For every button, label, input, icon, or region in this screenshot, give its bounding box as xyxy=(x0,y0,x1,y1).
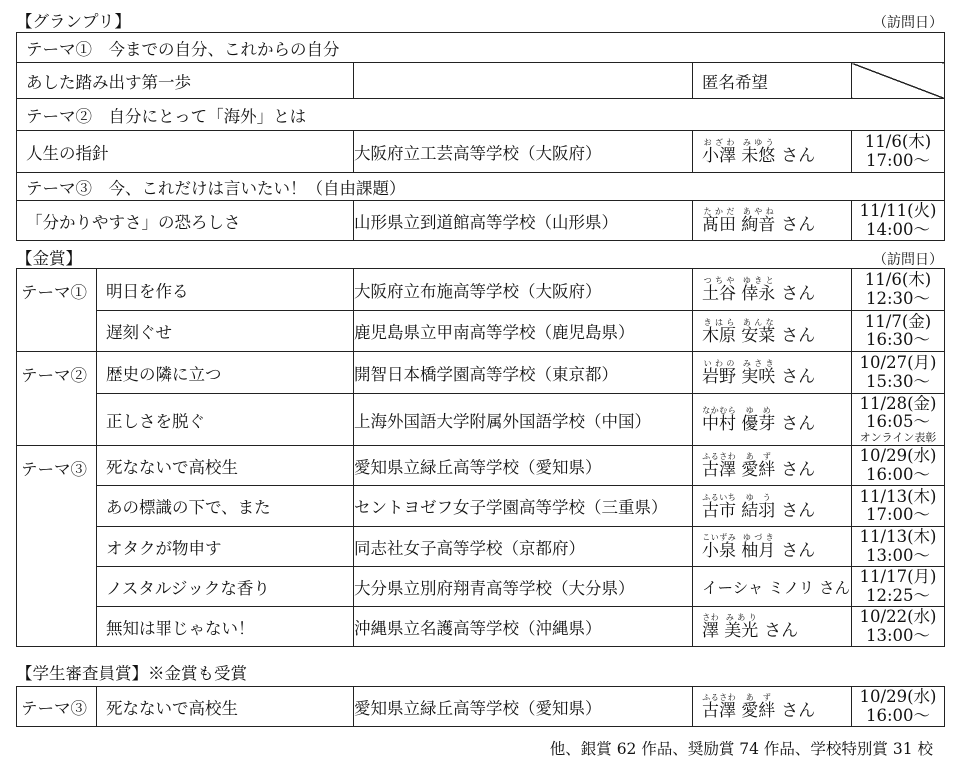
gold-work: 死なないで高校生 xyxy=(97,446,354,486)
grandprix-theme1-school xyxy=(354,63,693,99)
gold-date: 11/13(木) 17:00～ xyxy=(852,486,945,527)
grandprix-theme3-work: 「分かりやすさ」の恐ろしさ xyxy=(17,201,354,241)
gold-theme3-label: テーマ③ xyxy=(17,446,97,647)
grandprix-theme3-school: 山形県立到道館高等学校（山形県） xyxy=(354,201,693,241)
gold-school: 大阪府立布施高等学校（大阪府） xyxy=(354,269,693,311)
grandprix-visit-label: （訪問日） xyxy=(873,15,943,31)
gold-name: 小泉こいずみ 柚月ゆづきさん xyxy=(693,527,852,567)
grandprix-theme1-work: あした踏み出す第一歩 xyxy=(17,63,354,99)
gold-theme1-label: テーマ① xyxy=(17,269,97,352)
gold-name: イーシャ ミノリ さん xyxy=(693,567,852,607)
table-row xyxy=(17,446,945,486)
gold-work: オタクが物申す xyxy=(97,527,354,567)
gold-school: 愛知県立緑丘高等学校（愛知県） xyxy=(354,446,693,486)
gold-school: 沖縄県立名護高等学校（沖縄県） xyxy=(354,607,693,647)
grandprix-theme3-header: テーマ③ 今、これだけは言いたい！（自由課題） xyxy=(17,173,945,201)
grandprix-theme2-date: 11/6(木) 17:00～ xyxy=(852,131,945,173)
gold-table xyxy=(16,268,945,647)
gold-name: 岩野いわの 実咲みさきさん xyxy=(693,352,852,394)
student-school: 愛知県立緑丘高等学校（愛知県） xyxy=(354,687,693,727)
table-row xyxy=(17,486,945,527)
table-row xyxy=(17,687,945,727)
footer-note: 他、銀賞 62 作品、奨励賞 74 作品、学校特別賞 31 校 xyxy=(549,740,933,758)
grandprix-title: 【グランプリ】 xyxy=(16,12,131,31)
gold-school: 開智日本橋学園高等学校（東京都） xyxy=(354,352,693,394)
table-row xyxy=(17,352,945,394)
gold-work: ノスタルジックな香り xyxy=(97,567,354,607)
gold-date: 11/7(金) 16:30～ xyxy=(852,311,945,352)
grandprix-theme2-header: テーマ② 自分にとって「海外」とは xyxy=(17,99,945,131)
gold-name: 澤さわ 美光みありさん xyxy=(693,607,852,647)
gold-date: 10/27(月) 15:30～ xyxy=(852,352,945,394)
table-row xyxy=(17,607,945,647)
gold-title: 【金賞】 xyxy=(16,249,82,268)
student-date: 10/29(水) 16:00～ xyxy=(852,687,945,727)
gold-school: 大分県立別府翔青高等学校（大分県） xyxy=(354,567,693,607)
grandprix-theme1-date-empty xyxy=(852,63,945,99)
gold-work: 明日を作る xyxy=(97,269,354,311)
grandprix-theme3-date: 11/11(火) 14:00～ xyxy=(852,201,945,241)
grandprix-theme3-name: 髙田たかだ 絢音あやねさん xyxy=(693,201,852,241)
gold-work: 無知は罪じゃない！ xyxy=(97,607,354,647)
grandprix-theme1-name: 匿名希望 xyxy=(693,63,852,99)
grandprix-theme2-work: 人生の指針 xyxy=(17,131,354,173)
grandprix-theme2-school: 大阪府立工芸高等学校（大阪府） xyxy=(354,131,693,173)
gold-visit-label: （訪問日） xyxy=(873,252,943,268)
student-name: 古澤ふるさわ 愛絆あずさん xyxy=(693,687,852,727)
gold-theme2-label: テーマ② xyxy=(17,352,97,446)
table-row xyxy=(17,269,945,311)
student-award-title: 【学生審査員賞】※金賞も受賞 xyxy=(16,664,247,683)
gold-school: セントヨゼフ女子学園高等学校（三重県） xyxy=(354,486,693,527)
table-row xyxy=(17,311,945,352)
gold-school: 同志社女子高等学校（京都府） xyxy=(354,527,693,567)
gold-work: 歴史の隣に立つ xyxy=(97,352,354,394)
gold-date: 10/22(水) 13:00～ xyxy=(852,607,945,647)
student-theme-label: テーマ③ xyxy=(17,687,97,727)
table-row xyxy=(17,394,945,446)
grandprix-theme2-name: 小澤おざわ 未悠みゆうさん xyxy=(693,131,852,173)
gold-name: 木原きはら 安菜あんなさん xyxy=(693,311,852,352)
gold-name: 土谷つちや 倖永ゆきとさん xyxy=(693,269,852,311)
student-work: 死なないで高校生 xyxy=(97,687,354,727)
gold-work: あの標識の下で、また xyxy=(97,486,354,527)
gold-date: 11/13(木) 13:00～ xyxy=(852,527,945,567)
gold-name: 古澤ふるさわ 愛絆あずさん xyxy=(693,446,852,486)
gold-date: 11/28(金) 16:05～ オンライン表彰 xyxy=(852,394,945,446)
gold-date: 11/6(木) 12:30～ xyxy=(852,269,945,311)
gold-date: 11/17(月) 12:25～ xyxy=(852,567,945,607)
gold-school: 上海外国語大学附属外国語学校（中国） xyxy=(354,394,693,446)
grandprix-table xyxy=(16,32,945,241)
grandprix-theme1-header: テーマ① 今までの自分、これからの自分 xyxy=(17,33,945,63)
gold-name: 中村なかむら 優芽ゆめさん xyxy=(693,394,852,446)
gold-work: 遅刻ぐせ xyxy=(97,311,354,352)
student-award-table xyxy=(16,686,945,727)
table-row xyxy=(17,527,945,567)
gold-date: 10/29(水) 16:00～ xyxy=(852,446,945,486)
gold-name: 古市ふるいち 結羽ゆうさん xyxy=(693,486,852,527)
gold-school: 鹿児島県立甲南高等学校（鹿児島県） xyxy=(354,311,693,352)
online-note: オンライン表彰 xyxy=(859,430,937,444)
gold-work: 正しさを脱ぐ xyxy=(97,394,354,446)
table-row xyxy=(17,567,945,607)
